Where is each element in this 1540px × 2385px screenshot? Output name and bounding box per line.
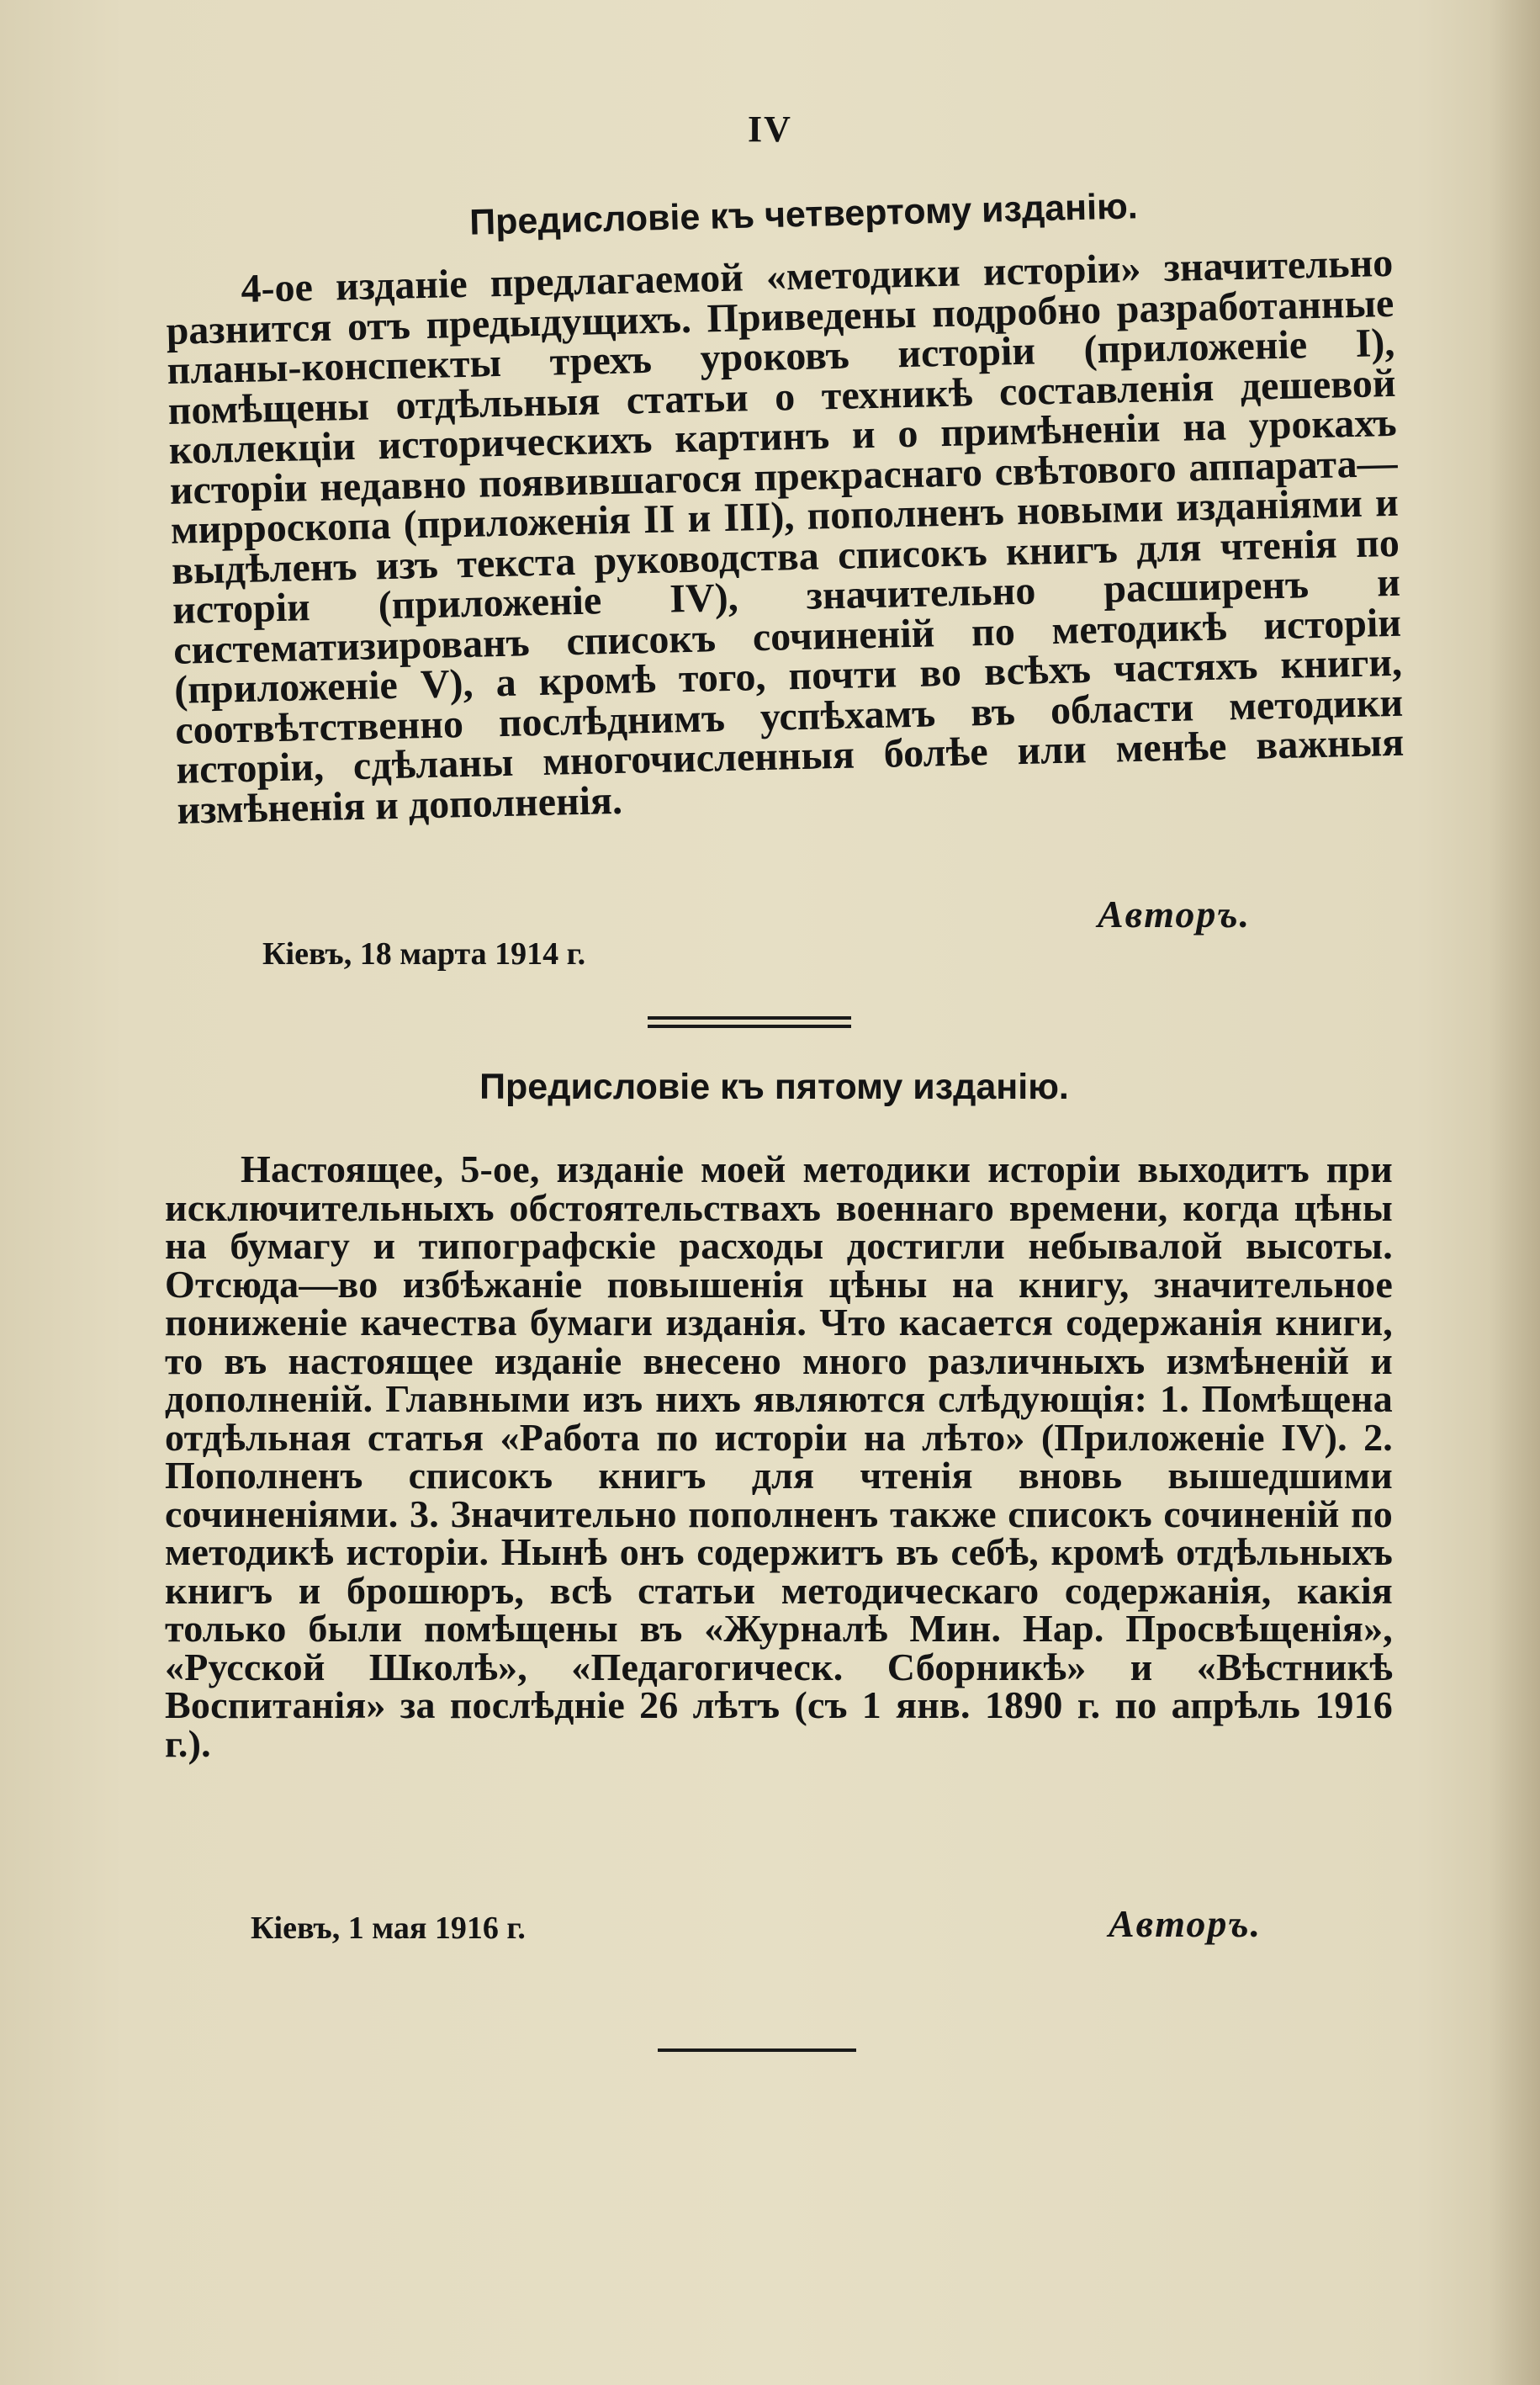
section-4-place-date: Кіевъ, 18 марта 1914 г. bbox=[262, 936, 586, 972]
page-number: IV bbox=[748, 109, 792, 150]
section-5-signature: Авторъ. bbox=[1109, 1902, 1262, 1945]
section-4-body: 4-ое изданіе предлагаемой «методики исторіи» значительно разнится отъ предыдущихъ. Приведены подробно разработанные планы-конспекты трехъ уроковъ исторіи (приложеніе I), помѣщены отдѣльныя статьи о техникѣ составленія дешевой коллекціи историческихъ картинъ и о примѣненіи на урокахъ исторіи недавно появившагося прекраснаго свѣтового аппарата—мирроскопа (приложенія II и III), пополненъ новыми изданіями и выдѣленъ изъ текста руководства списокъ книгъ для чтенія по исторіи (приложеніе IV), значительно расширенъ и систематизированъ списокъ сочиненій по методикѣ исторіи (приложеніе V), а кромѣ того, почти во всѣхъ частяхъ книги, соотвѣтственно послѣднимъ успѣхамъ въ области методики исторіи, сдѣланы многочисленныя болѣе или менѣе важныя измѣненія и дополненія. bbox=[166, 240, 1405, 833]
end-rule bbox=[658, 2048, 856, 2055]
section-5-body: Настоящее, 5-ое, изданіе моей методики исторіи выходитъ при исключительныхъ обстоятельствахъ военнаго времени, когда цѣны на бумагу и типографскіе расходы достигли небывалой высоты. Отсюда—во избѣжаніе повышенія цѣны на книгу, значительное пониженіе качества бумаги изданія. Что касается содержанія книги, то въ настоящее изданіе внесено много различныхъ измѣненій и дополненій. Главными изъ нихъ являются слѣдующія: 1. Помѣщена отдѣльная статья «Работа по исторіи на лѣто» (Приложеніе IV). 2. Пополненъ списокъ книгъ для чтенія вновь вышедшими сочиненіями. 3. Значительно пополненъ также списокъ сочиненій по методикѣ исторіи. Нынѣ онъ содержитъ въ себѣ, кромѣ отдѣльныхъ книгъ и брошюръ, всѣ статьи методическаго содержанія, какія только были помѣщены въ «Журналѣ Мин. Нар. Просвѣщенія», «Русской Школѣ», «Педагогическ. Сборникѣ» и «Вѣстникѣ Воспитанія» за послѣдніе 26 лѣтъ (съ 1 янв. 1890 г. по апрѣль 1916 г.). bbox=[165, 1147, 1393, 1765]
section-4-signature: Авторъ. bbox=[1098, 893, 1252, 935]
section-4-title: Предисловіе къ четвертому изданію. bbox=[468, 186, 1139, 243]
section-5-title: Предисловіе къ пятому изданію. bbox=[479, 1067, 1069, 1107]
section-divider bbox=[648, 1016, 851, 1023]
section-5-place-date: Кіевъ, 1 мая 1916 г. bbox=[251, 1911, 526, 1946]
